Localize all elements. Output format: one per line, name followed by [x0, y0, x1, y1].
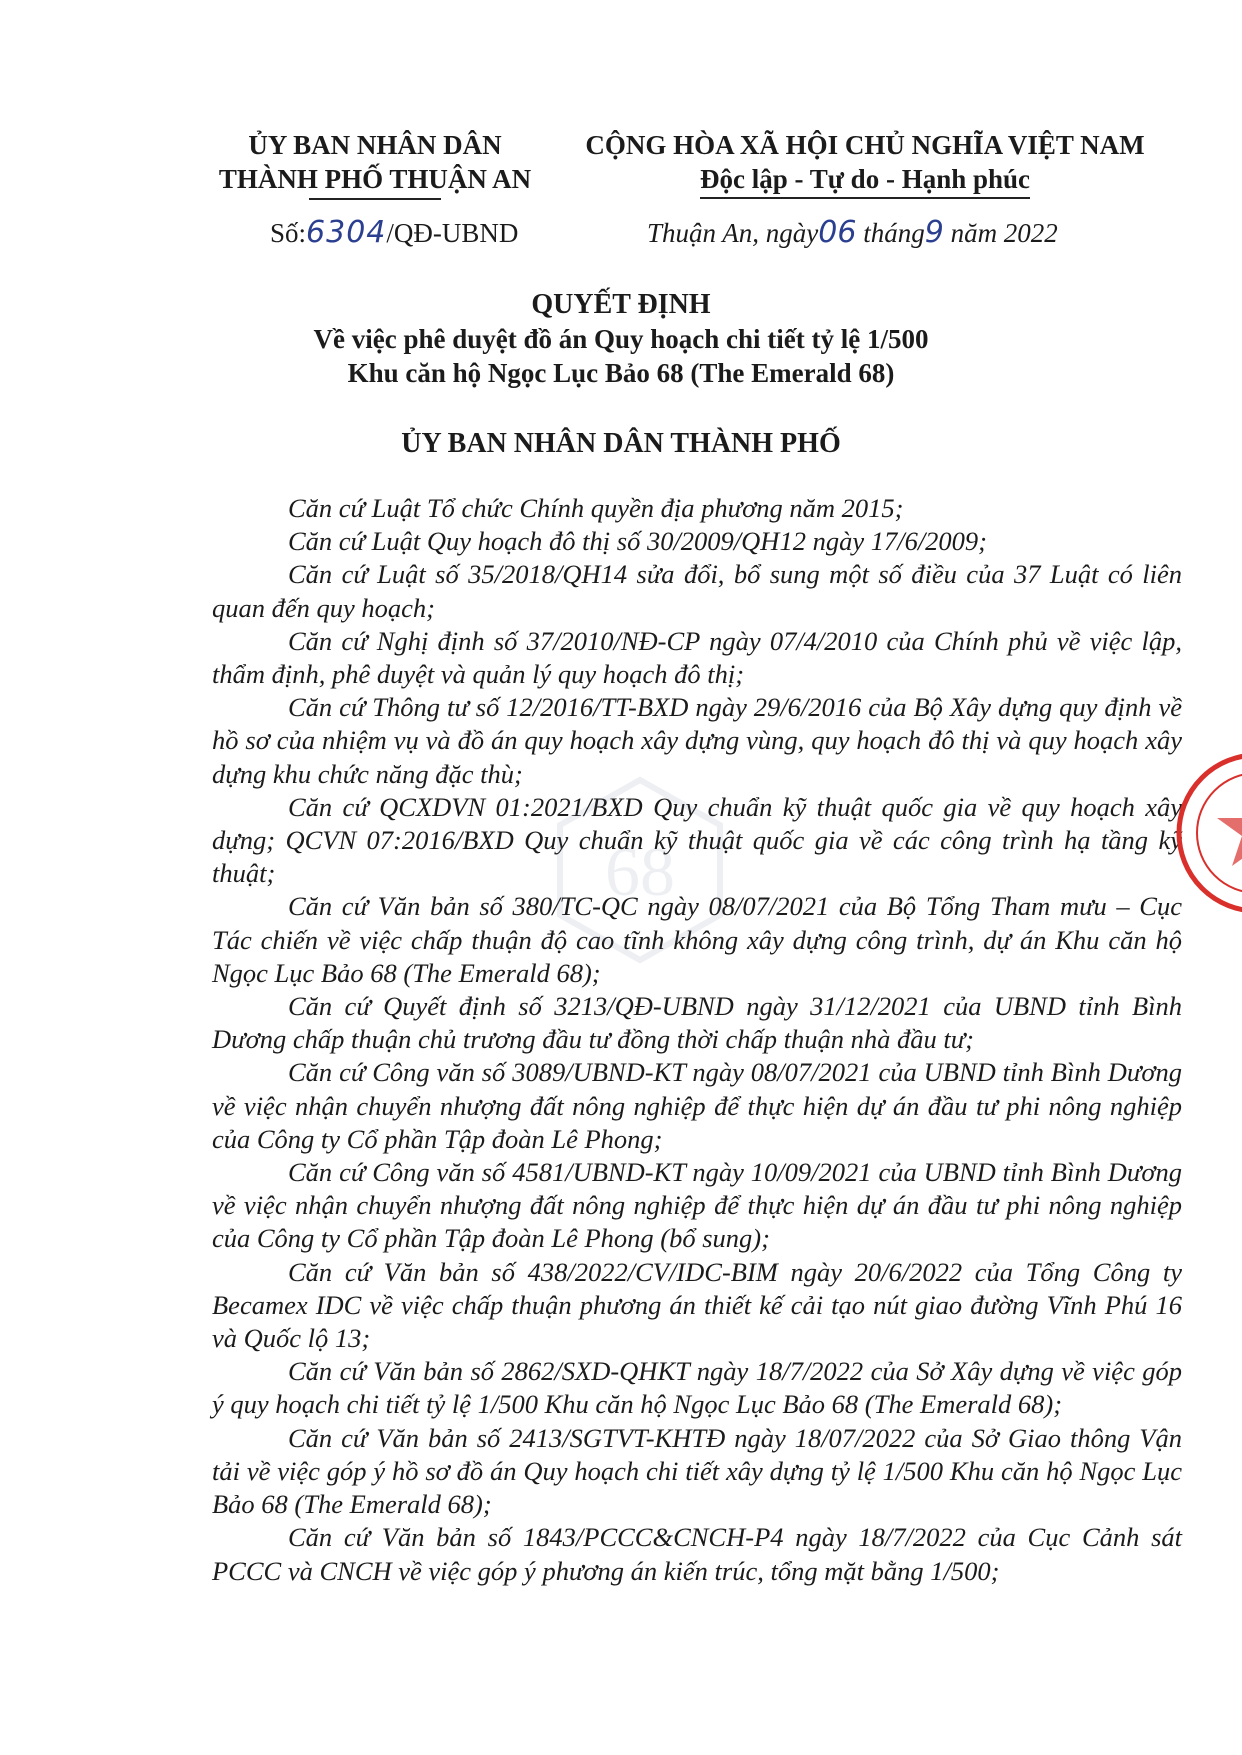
- decision-title: [0, 288, 1242, 390]
- legal-basis: Căn cứ Văn bản số 380/TC-QC ngày 08/07/2021 của Bộ Tổng Tham mưu – Cục Tác chiến về việc chấp thuận độ cao tĩnh không xây dựng công trình, dự án Khu căn hộ Ngọc Lục Bảo 68 (The Emerald 68);: [212, 891, 1182, 988]
- legal-basis: Căn cứ Văn bản số 1843/PCCC&CNCH-P4 ngày 18/7/2022 của Cục Cảnh sát PCCC và CNCH về việc góp ý phương án kiến trúc, tổng mặt bằng 1/500;: [212, 1522, 1182, 1586]
- date-month-label: tháng: [863, 218, 925, 248]
- doc-number-prefix: Số:: [270, 218, 307, 248]
- legal-basis: Căn cứ Luật Quy hoạch đô thị số 30/2009/QH12 ngày 17/6/2009;: [288, 526, 988, 557]
- legal-basis: Căn cứ Luật số 35/2018/QH14 sửa đổi, bổ sung một số điều của 37 Luật có liên quan đến quy hoạch;: [212, 559, 1182, 623]
- issuer-line1: ỦY BAN NHÂN DÂN: [248, 130, 502, 160]
- legal-basis: Căn cứ QCXDVN 01:2021/BXD Quy chuẩn kỹ thuật quốc gia về quy hoạch xây dựng; QCVN 07:2016/BXD Quy chuẩn kỹ thuật quốc gia về các công trình hạ tầng kỹ thuật;: [212, 791, 1182, 889]
- legal-basis: Căn cứ Văn bản số 2413/SGTVT-KHTĐ ngày 18/07/2022 của Sở Giao thông Vận tải về việc góp ý hồ sơ đồ án Quy hoạch chi tiết xây dựng tỷ lệ 1/500 Khu căn hộ Ngọc Lục Bảo 68 (The Emerald 68);: [212, 1422, 1182, 1520]
- legal-bases: [212, 492, 1182, 1588]
- official-seal-icon: [1172, 748, 1242, 918]
- watermark-logo-icon: [540, 770, 740, 970]
- legal-basis: Căn cứ Văn bản số 438/2022/CV/IDC-BIM ngày 20/6/2022 của Tổng Công ty Becamex IDC về việc chấp thuận phương án thiết kế cải tạo nút giao đường Vĩnh Phú 16 và Quốc lộ 13;: [212, 1256, 1182, 1354]
- legal-basis: Căn cứ Công văn số 3089/UBND-KT ngày 08/07/2021 của UBND tỉnh Bình Dương về việc nhận chuyển nhượng đất nông nghiệp để thực hiện dự án đầu tư phi nông nghiệp của Công ty Cổ phần Tập đoàn Lê Phong;: [212, 1057, 1182, 1154]
- title-line1: QUYẾT ĐỊNH: [531, 289, 711, 320]
- legal-basis: Căn cứ Luật Tổ chức Chính quyền địa phương năm 2015;: [288, 493, 904, 523]
- national-header: [575, 128, 1155, 199]
- issuing-body: ỦY BAN NHÂN DÂN THÀNH PHỐ: [401, 428, 841, 459]
- date-year: năm 2022: [950, 218, 1058, 248]
- doc-number-handwritten: 6304: [306, 215, 387, 250]
- doc-number-suffix: /QĐ-UBND: [386, 218, 519, 248]
- issuer-header: [195, 128, 555, 196]
- date-place: Thuận An, ngày: [647, 218, 819, 248]
- national-motto: Độc lập - Tự do - Hạnh phúc: [700, 162, 1030, 199]
- issuer-line2: THÀNH PHỐ THUẬN AN: [218, 164, 532, 194]
- legal-basis: Căn cứ Công văn số 4581/UBND-KT ngày 10/09/2021 của UBND tỉnh Bình Dương về việc nhận chuyển nhượng đất nông nghiệp để thực hiện dự án đầu tư phi nông nghiệp của Công ty Cổ phần Tập đoàn Lê Phong (bổ sung);: [212, 1157, 1182, 1254]
- date-day: 06: [818, 215, 857, 250]
- svg-text:68: 68: [605, 834, 675, 911]
- document-date: [647, 215, 1058, 250]
- national-name: CỘNG HÒA XÃ HỘI CHỦ NGHĨA VIỆT NAM: [585, 130, 1145, 160]
- date-month: 9: [924, 215, 944, 250]
- title-line2: Về việc phê duyệt đồ án Quy hoạch chi tiết tỷ lệ 1/500: [313, 324, 929, 354]
- legal-basis: Căn cứ Thông tư số 12/2016/TT-BXD ngày 29/6/2016 của Bộ Xây dựng quy định về hồ sơ của nhiệm vụ và đồ án quy hoạch xây dựng vùng, quy hoạch đô thị và quy hoạch xây dựng khu chức năng đặc thù;: [212, 692, 1182, 789]
- document-number: [270, 215, 518, 250]
- title-line3: Khu căn hộ Ngọc Lục Bảo 68 (The Emerald 68): [347, 358, 895, 388]
- legal-basis: Căn cứ Nghị định số 37/2010/NĐ-CP ngày 07/4/2010 của Chính phủ về việc lập, thẩm định, phê duyệt và quản lý quy hoạch đô thị;: [212, 625, 1182, 690]
- legal-basis: Căn cứ Quyết định số 3213/QĐ-UBND ngày 31/12/2021 của UBND tỉnh Bình Dương chấp thuận chủ trương đầu tư đồng thời chấp thuận nhà đầu tư;: [212, 991, 1182, 1055]
- legal-basis: Căn cứ Văn bản số 2862/SXD-QHKT ngày 18/7/2022 của Sở Xây dựng về việc góp ý quy hoạch chi tiết tỷ lệ 1/500 Khu căn hộ Ngọc Lục Bảo 68 (The Emerald 68);: [212, 1356, 1182, 1420]
